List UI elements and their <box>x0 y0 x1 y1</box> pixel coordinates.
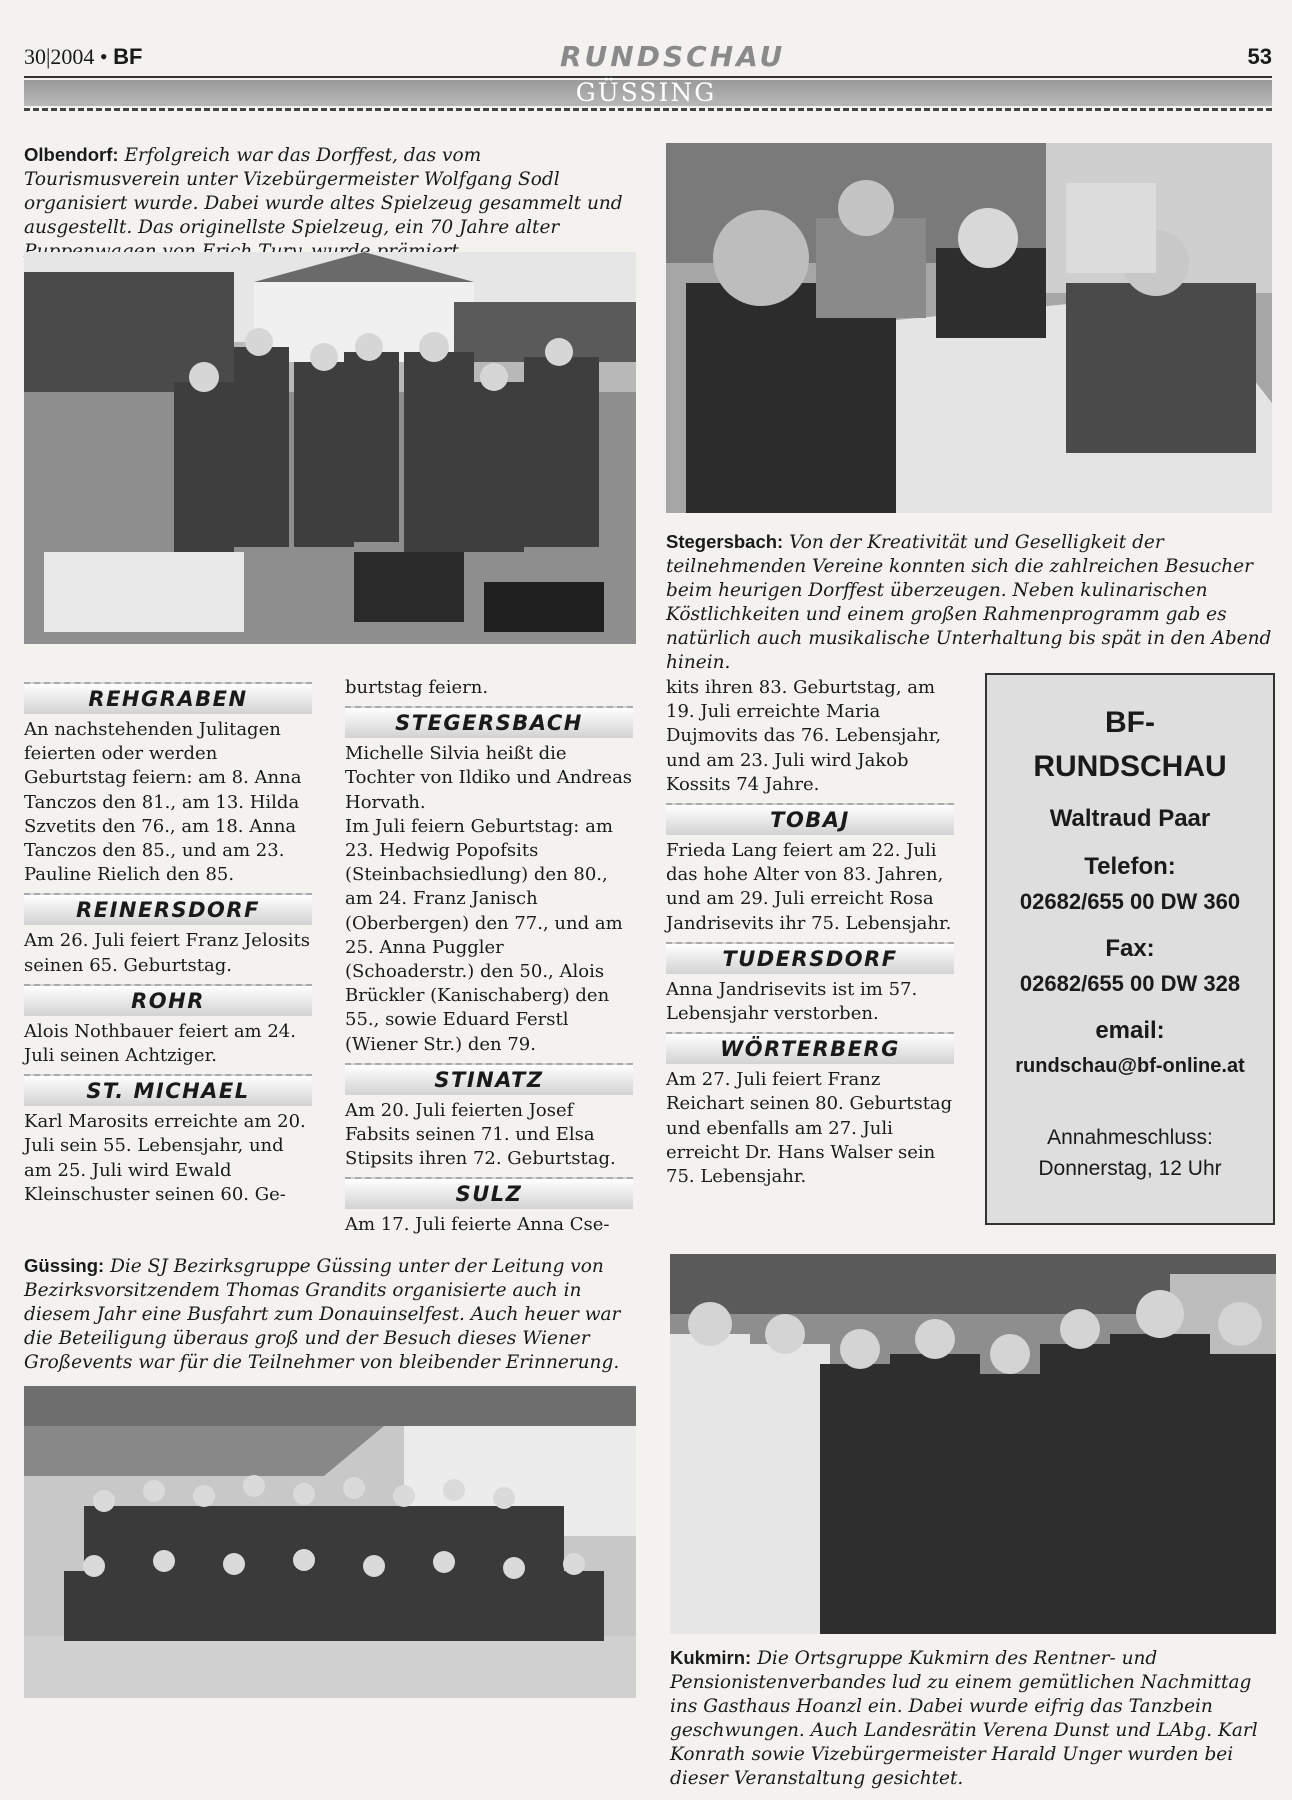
section-title: GÜSSING <box>575 78 717 107</box>
infobox-phone-label: Telefon: <box>1084 853 1176 880</box>
issue-number: 30|2004 <box>24 44 95 69</box>
text-rohr: Alois Nothbauer feiert am 24. Juli seinen Achtziger. <box>24 1020 296 1067</box>
section-head-stinatz: STINATZ <box>345 1063 633 1095</box>
caption-guessing-text: Die SJ Bezirksgruppe Güssing unter der Leitung von Bezirksvorsitzendem Thomas Grandits organisierte auch in diesem Jahr eine Busfahrt zum Donauinselfest. Auch heuer war die Beteiligung überaus groß und der Besuch dieses Wiener Großevents war für die Teilnehmer von bleibender Erinnerung. <box>24 1256 621 1373</box>
caption-stegersbach-text: Von der Kreativität und Geselligkeit der teilnehmenden Vereine konnten sich die zahlreichen Besucher beim heurigen Dorffest überzeugen. Neben kulinarischen Köstlichkeiten und einem großen Rahmenprogramm gab es natürlich auch musikalische Unterhaltung bis spät in den Abend hinein. <box>666 532 1272 673</box>
photo-stegersbach-image <box>666 143 1272 513</box>
photo-kukmirn-image <box>670 1254 1276 1634</box>
caption-kukmirn-text: Die Ortsgruppe Kukmirn des Rentner- und Pensionistenverbandes lud zu einem gemütlichen Nachmittag ins Gasthaus Hoanzl ein. Dabei wurde eifrig das Tanzbein geschwungen. Auch Landesrätin Verena Dunst und LAbg. Karl Konrath sowie Vizebürgermeister Harald Unger wurden bei dieser Veranstaltung gesichtet. <box>670 1648 1258 1789</box>
brand-label: BF <box>113 44 143 69</box>
photo-guessing <box>24 1386 636 1698</box>
caption-kukmirn <box>670 1646 1278 1791</box>
text-reinersdorf: Am 26. Juli feiert Franz Jelosits seinen 65. Geburtstag. <box>24 930 311 976</box>
column-1 <box>24 676 312 1207</box>
section-head-stegersbach: STEGERSBACH <box>345 706 633 738</box>
text-woerterberg: Am 27. Juli feiert Franz Reichart seinen 80. Geburtstag und ebenfalls am 27. Juli erreicht Dr. Hans Walser sein 75. Lebensjahr. <box>666 1069 953 1188</box>
column-2 <box>345 676 633 1238</box>
text-col2-continuation: burtstag feiern. <box>345 677 489 698</box>
header-divider <box>24 108 1272 111</box>
caption-olbendorf <box>24 143 634 264</box>
infobox-contact-name: Waltraud Paar <box>1049 805 1211 832</box>
infobox-title-line2: RUNDSCHAU <box>1033 750 1227 783</box>
photo-olbendorf <box>24 252 636 644</box>
infobox-email-label: email: <box>1095 1017 1165 1044</box>
text-stegersbach-birthdays: Im Juli feiern Geburtstag: am 23. Hedwig Popofsits (Steinbachsiedlung) den 80., am 24. Franz Janisch (Oberbergen) den 77., und am 25. Anna Puggler (Schoaderstr.) den 50., Alois Brückler (Kanischaberg) den 55., sowie Eduard Ferstl (Wiener Str.) den 79. <box>345 815 623 1055</box>
caption-olbendorf-text: Erfolgreich war das Dorffest, das vom Tourismusverein unter Vizebürgermeister Wolfgang Sodl organisiert wurde. Dabei wurde altes Spielzeug gesammelt und ausgestellt. Das originellste Spielzeug, ein 70 Jahre alter <box>24 145 623 238</box>
infobox-fax-label: Fax: <box>1105 935 1155 962</box>
page-number: 53 <box>1247 44 1272 69</box>
section-head-tudersdorf: TUDERSDORF <box>666 942 954 974</box>
section-head-rehgraben: REHGRABEN <box>24 682 312 714</box>
text-stegersbach-birth: Michelle Silvia heißt die Tochter von Ildiko und Andreas Horvath. <box>345 743 633 813</box>
issue-bullet: • <box>99 44 108 69</box>
text-col3-continuation: kits ihren 83. Geburtstag, am 19. Juli erreichte Maria Dujmovits das 76. Lebensjahr, und am 23. Juli wird Jakob Kossits 74 Jahre. <box>666 677 942 795</box>
text-tobaj: Frieda Lang feiert am 22. Juli das hohe Alter von 83. Jahren, und am 29. Juli erreicht Rosa Jandrisevits ihr 75. Lebensjahr. <box>666 840 952 934</box>
infobox-deadline-label: Annahmeschluss: <box>1047 1126 1213 1149</box>
masthead-title: RUNDSCHAU <box>560 40 786 73</box>
section-head-rohr: ROHR <box>24 984 312 1016</box>
text-st-michael: Karl Marosits erreichte am 20. Juli sein 55. Lebensjahr, und am 25. Juli wird Ewald Kleinschuster seinen 60. Ge- <box>24 1111 306 1205</box>
photo-kukmirn <box>670 1254 1276 1634</box>
text-rehgraben: An nachstehenden Julitagen feierten oder werden Geburtstag feiern: am 8. Anna Tanczos den 81., am 13. Hilda Szvetits den 76., am 18. Anna Tanczos den 85., und am 23. Pauline Rielich den 85. <box>24 719 302 886</box>
section-head-reinersdorf: REINERSDORF <box>24 893 312 925</box>
section-head-sulz: SULZ <box>345 1177 633 1209</box>
photo-stegersbach <box>666 143 1272 513</box>
section-head-tobaj: TOBAJ <box>666 803 954 835</box>
caption-kukmirn-place: Kukmirn: <box>670 1647 752 1668</box>
caption-stegersbach <box>666 530 1274 675</box>
infobox-fax: 02682/655 00 DW 328 <box>1019 971 1241 996</box>
text-sulz: Am 17. Juli feierte Anna Cse- <box>345 1214 610 1236</box>
caption-olbendorf-place: Olbendorf: <box>24 144 119 165</box>
caption-guessing-place: Güssing: <box>24 1255 105 1276</box>
section-head-st-michael: ST. MICHAEL <box>24 1074 312 1106</box>
infobox-deadline-value: Donnerstag, 12 Uhr <box>1038 1157 1222 1180</box>
contact-infobox <box>985 673 1275 1225</box>
infobox-title-line1: BF- <box>1105 706 1155 739</box>
text-stinatz: Am 20. Juli feierten Josef Fabsits seinen 71. und Elsa Stipsits ihren 72. Geburtstag. <box>345 1099 616 1170</box>
photo-guessing-image <box>24 1386 636 1698</box>
column-3 <box>666 676 954 1189</box>
infobox-deadline <box>987 1122 1273 1184</box>
text-tudersdorf: Anna Jandrisevits ist im 57. Lebensjahr verstorben. <box>666 978 918 1025</box>
caption-guessing <box>24 1254 634 1375</box>
photo-olbendorf-image <box>24 252 636 644</box>
caption-stegersbach-place: Stegersbach: <box>666 531 784 552</box>
section-head-woerterberg: WÖRTERBERG <box>666 1032 954 1064</box>
infobox-title <box>987 701 1273 789</box>
issue-header <box>24 44 142 70</box>
infobox-phone: 02682/655 00 DW 360 <box>1019 889 1241 914</box>
infobox-email: rundschau@bf-online.at <box>1015 1055 1245 1077</box>
